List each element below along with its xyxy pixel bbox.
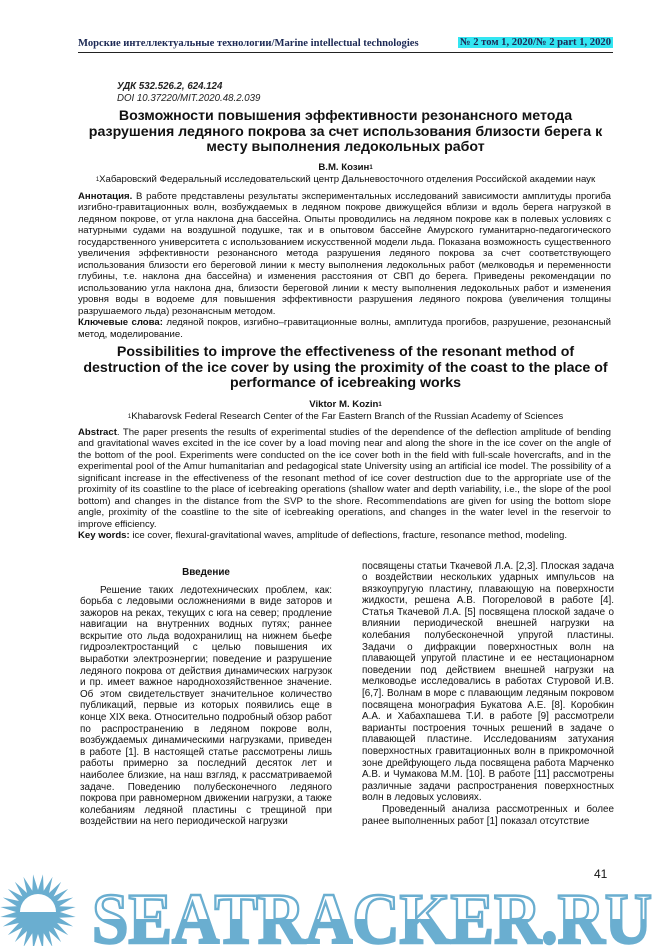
issue-number: № 2 том 1, 2020/№ 2 part 1, 2020 [459, 37, 611, 48]
title-en: Possibilities to improve the effectiveness of the resonant method of destruction of the ice cover by using the proximity of the coast to the place of performance of icebreaking works [83, 344, 608, 391]
journal-name: Морские интеллектуальные технологии/Marine intellectual technologies [78, 38, 419, 49]
author-name: В.М. Козин [318, 161, 370, 173]
author-name: Viktor M. Kozin [309, 398, 379, 410]
author-sup: 1 [369, 164, 373, 171]
abstract-label: Аннотация. [78, 190, 133, 202]
article-content [78, 81, 613, 828]
abstract-en [78, 427, 611, 542]
left-column [80, 567, 332, 828]
paragraph: посвящены статьи Ткачевой Л.А. [2,3]. Плоская задача о воздействии нескольких ударных импульсов на вязкоупругую пластину, плавающую на поверхности жидкости, решена А.В. Погореловой в работе [4]. Статья Ткачевой Л.А. [5] посвящена плоской задаче о влиянии периодической внешней нагрузки на колебания полубесконечной упругой пластины. Задачи о дифракции поверхностных волн на плавающей упругой пластине и ее нестационарном поведении под действием внешней нагрузки на мелководье исследовались в работах Стуровой И.В. [6,7]. Волнам в море с плавающим ледяным покровом посвящена монография Букатова А.Е. [8]. Коробкин А.А. и Хабахпашева Т.И. в работе [9] рассмотрели варианты построения точных решений в задаче о плавающей пластине. Исследованиям затухания поверхностных гравитационных волн в прикромочной зоне дрейфующего льда посвящена работа Марченко А.В. и Чумакова М.М. [10]. В работе [11] рассмотрены различные задачи распространения поверхностных волн в ледовых условиях. [362, 560, 614, 804]
affiliation-text: Хабаровский Федеральный исследовательский центр Дальневосточного отделения Российской академии наук [99, 173, 596, 185]
abstract-text: . The paper presents the results of experimental studies of the dependence of the deflection amplitude of bending and gravitational waves excited in the ice cover by a load moving near and along the shore in the ice cover on the angle of the bottom of the pool. Experiments were conducted on the ice cover both in the field with full-scale hovercrafts, and in the experimental pool of the Amur humanitarian and pedagogical state University using an artificial ice model. The possibility of a significant increase in the effectiveness of the resonant method of ice cover destruction due to the appropriate use of the proximity of its coastline to the place of icebreaking operations (shallow water and depth variability, i.e., the slope of the pool bottom) and changes in the distance from the SVP to the shore. Recommendations are given for using the bottom slope angle, proximity of the coastline to the site of icebreaking operations, and changes in the water level in the reservoir to improve efficiency. [78, 426, 611, 530]
abstract-ru [78, 191, 611, 341]
author-ru [78, 162, 613, 174]
title-ru: Возможности повышения эффективности резонансного метода разрушения ледяного покрова за счет использования близости берега к месту выполнения ледокольных работ [88, 108, 603, 155]
right-column [362, 561, 614, 828]
two-column-body [80, 561, 614, 828]
author-en [78, 399, 613, 411]
keywords-text: ice cover, flexural-gravitational waves, amplitude of deflections, fracture, resonance method, modeling. [129, 530, 567, 541]
abstract-label: Abstract [78, 426, 117, 438]
article-meta [117, 81, 613, 105]
udk: УДК 532.526.2, 624.124 [117, 81, 223, 92]
paragraph: Решение таких ледотехнических проблем, как: борьба с ледовыми осложнениями в виде заторов и зажоров на реках, текущих с юга на север; продление навигации на внутренних водных путях; раннее вскрытие ото льда водохранилищ на нижнем бьефе гидроэлектростанций с целью повышения их выработки электроэнергии; поведение и разрушение ледяного покрова от действия динамических нагрузок и пр. имеет важное народнохозяйственное значение. Об этом свидетельствует значительное количество публикаций, первые из которых появились еще в конце XIX века. Относительно подробный обзор работ по распространению в ледяном покрове волн, возбуждаемых динамическими нагрузками, приведен в работе [1]. В настоящей статье рассмотрены лишь работы примерно за последний десяток лет и наиболее близкие, на наш взгляд, к рассматриваемой задаче. Поведению полубесконечного ледяного покрова при равномерном движении нагрузки, а также колебаниям ледяной пластины с трещиной при воздействии на него периодической нагрузки [80, 584, 332, 828]
running-header [78, 38, 613, 53]
keywords-label: Ключевые слова: [78, 317, 163, 328]
author-sup: 1 [378, 401, 382, 408]
affiliation-sup: 1 [95, 176, 100, 183]
seatracker-watermark [0, 872, 664, 946]
affiliation-text: Khabarovsk Federal Research Center of the Far Eastern Branch of the Russian Academy of Sciences [131, 410, 564, 422]
affiliation-sup: 1 [127, 413, 132, 420]
affiliation-ru [78, 174, 613, 186]
paragraph: Проведенный анализа рассмотренных и более ранее выполненных работ [1] показал отсутствие [362, 803, 614, 827]
watermark-text: SEATRACKER.RU [92, 879, 652, 946]
section-title: Введение [182, 566, 230, 578]
abstract-text: В работе представлены результаты экспериментальных исследований зависимости амплитуды прогиба изгибно-гравитационных волн, возбуждаемых в ледяном покрове движущейся вблизи и вдоль берега нагрузкой в ледяном покрове, от угла наклона дна бассейна. Опыты проводились на ледяном покрове как в полевых условиях с натурными судами на воздушной подушке, так и в опытовом бассейне Амурского гуманитарно-педагогического государственного университета с использованием искусственной модели льда. Показана возможность существенного увеличения эффективности резонансного метода разрушения ледяного покрова за счет соответствующего использования близости его береговой линии к месту выполнения ледокольных работ (мелководья и переменности глубины, т.е. наклона дна бассейна) и изменения расстояния от СВП до берега. Приведены рекомендации по использованию угла наклона дна, близости береговой линии к месту выполнения ледокольных работ и изменения уровня воды в водоеме для повышения эффективности разрушения ледяного покрова (увеличения толщины разрушаемого льда) резонансным методом. [78, 190, 611, 317]
sun-logo-icon [0, 874, 75, 946]
affiliation-en [78, 411, 613, 423]
keywords-label: Key words: [78, 530, 130, 541]
keywords-text: ледяной покров, изгибно–гравитационные волны, амплитуда прогибов, разрушение, резонансный метод, моделирование. [78, 317, 611, 340]
page-number: 41 [594, 867, 608, 881]
doi: DOI 10.37220/MIT.2020.48.2.039 [117, 93, 261, 104]
